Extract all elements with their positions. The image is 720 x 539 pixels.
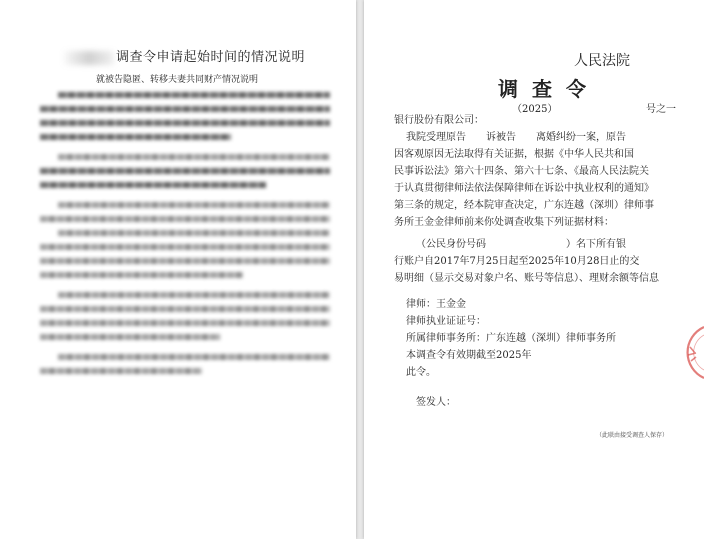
redacted-title-prefix — [64, 51, 114, 65]
body-line: 易明细（显示交易对象户名、账号等信息）、理财余额等信息 — [394, 273, 659, 284]
bank-addressee: 银行股份有限公司： — [394, 115, 484, 126]
blurred-text-line — [40, 320, 330, 326]
body-line: （公民身份号码 ）名下所有银 — [416, 239, 626, 250]
lawyer-name: 律师：王金金 — [406, 299, 466, 310]
body-line: 因客观原因无法取得有关证据，根据《中华人民共和国 — [394, 149, 634, 160]
left-page-title: 调查令申请起始时间的情况说明 — [116, 50, 306, 65]
blurred-text-line — [40, 244, 330, 250]
blurred-text-line — [40, 168, 330, 174]
body-line: 民事诉讼法》第六十四条、第六十七条、《最高人民法院关 — [394, 166, 649, 177]
left-page-blurred-body — [40, 92, 330, 382]
validity-period: 本调查令有效期截至2025年 — [406, 350, 532, 361]
blurred-text-line — [40, 306, 330, 312]
court-name: 人民法院 — [574, 53, 630, 69]
blurred-text-line — [40, 120, 330, 126]
footer-note: （此联由接受调查人保存） — [596, 432, 669, 439]
body-line: 务所王金金律师前来你处调查收集下列证据材料： — [394, 217, 614, 228]
blurred-text-line — [58, 202, 330, 208]
left-page-title-row — [64, 46, 324, 65]
closing-statement: 此令。 — [406, 367, 436, 378]
court-seal-icon — [664, 325, 704, 380]
blurred-text-line — [40, 272, 243, 278]
case-year: （2025） — [512, 104, 558, 115]
blurred-text-line — [40, 258, 330, 264]
body-line: 第三条的规定，经本院审查决定，广东连越（深圳）律师事 — [394, 200, 654, 211]
blurred-text-line — [40, 182, 266, 188]
blurred-text-line — [58, 92, 330, 98]
blurred-text-line — [40, 334, 220, 340]
document-title: 调查令 — [498, 77, 600, 101]
blurred-text-line — [58, 354, 330, 360]
blurred-text-line — [40, 106, 330, 112]
left-page-subtitle: 就被告隐匿、转移夫妻共同财产情况说明 — [96, 75, 259, 85]
lawyer-license: 律师执业证证号： — [406, 316, 486, 327]
case-number-suffix: 号之一 — [646, 104, 676, 115]
blurred-text-line — [58, 154, 330, 160]
left-document-page — [0, 0, 356, 539]
blurred-text-line — [58, 292, 330, 298]
body-line: 我院受理原告 诉被告 离婚纠纷一案，原告 — [406, 132, 626, 143]
blurred-text-line — [58, 230, 330, 236]
body-line: 于认真贯彻律师法依法保障律师在诉讼中执业权利的通知》 — [394, 183, 654, 194]
law-firm: 所属律师事务所：广东连越（深圳）律师事务所 — [406, 333, 616, 344]
signer-label: 签发人： — [416, 397, 456, 408]
blurred-text-line — [40, 216, 330, 222]
blurred-text-line — [40, 368, 202, 374]
blurred-text-line — [40, 134, 231, 140]
right-document-page — [364, 0, 720, 539]
body-line: 行账户自2017年7月25日起至2025年10月28日止的交 — [394, 256, 640, 267]
